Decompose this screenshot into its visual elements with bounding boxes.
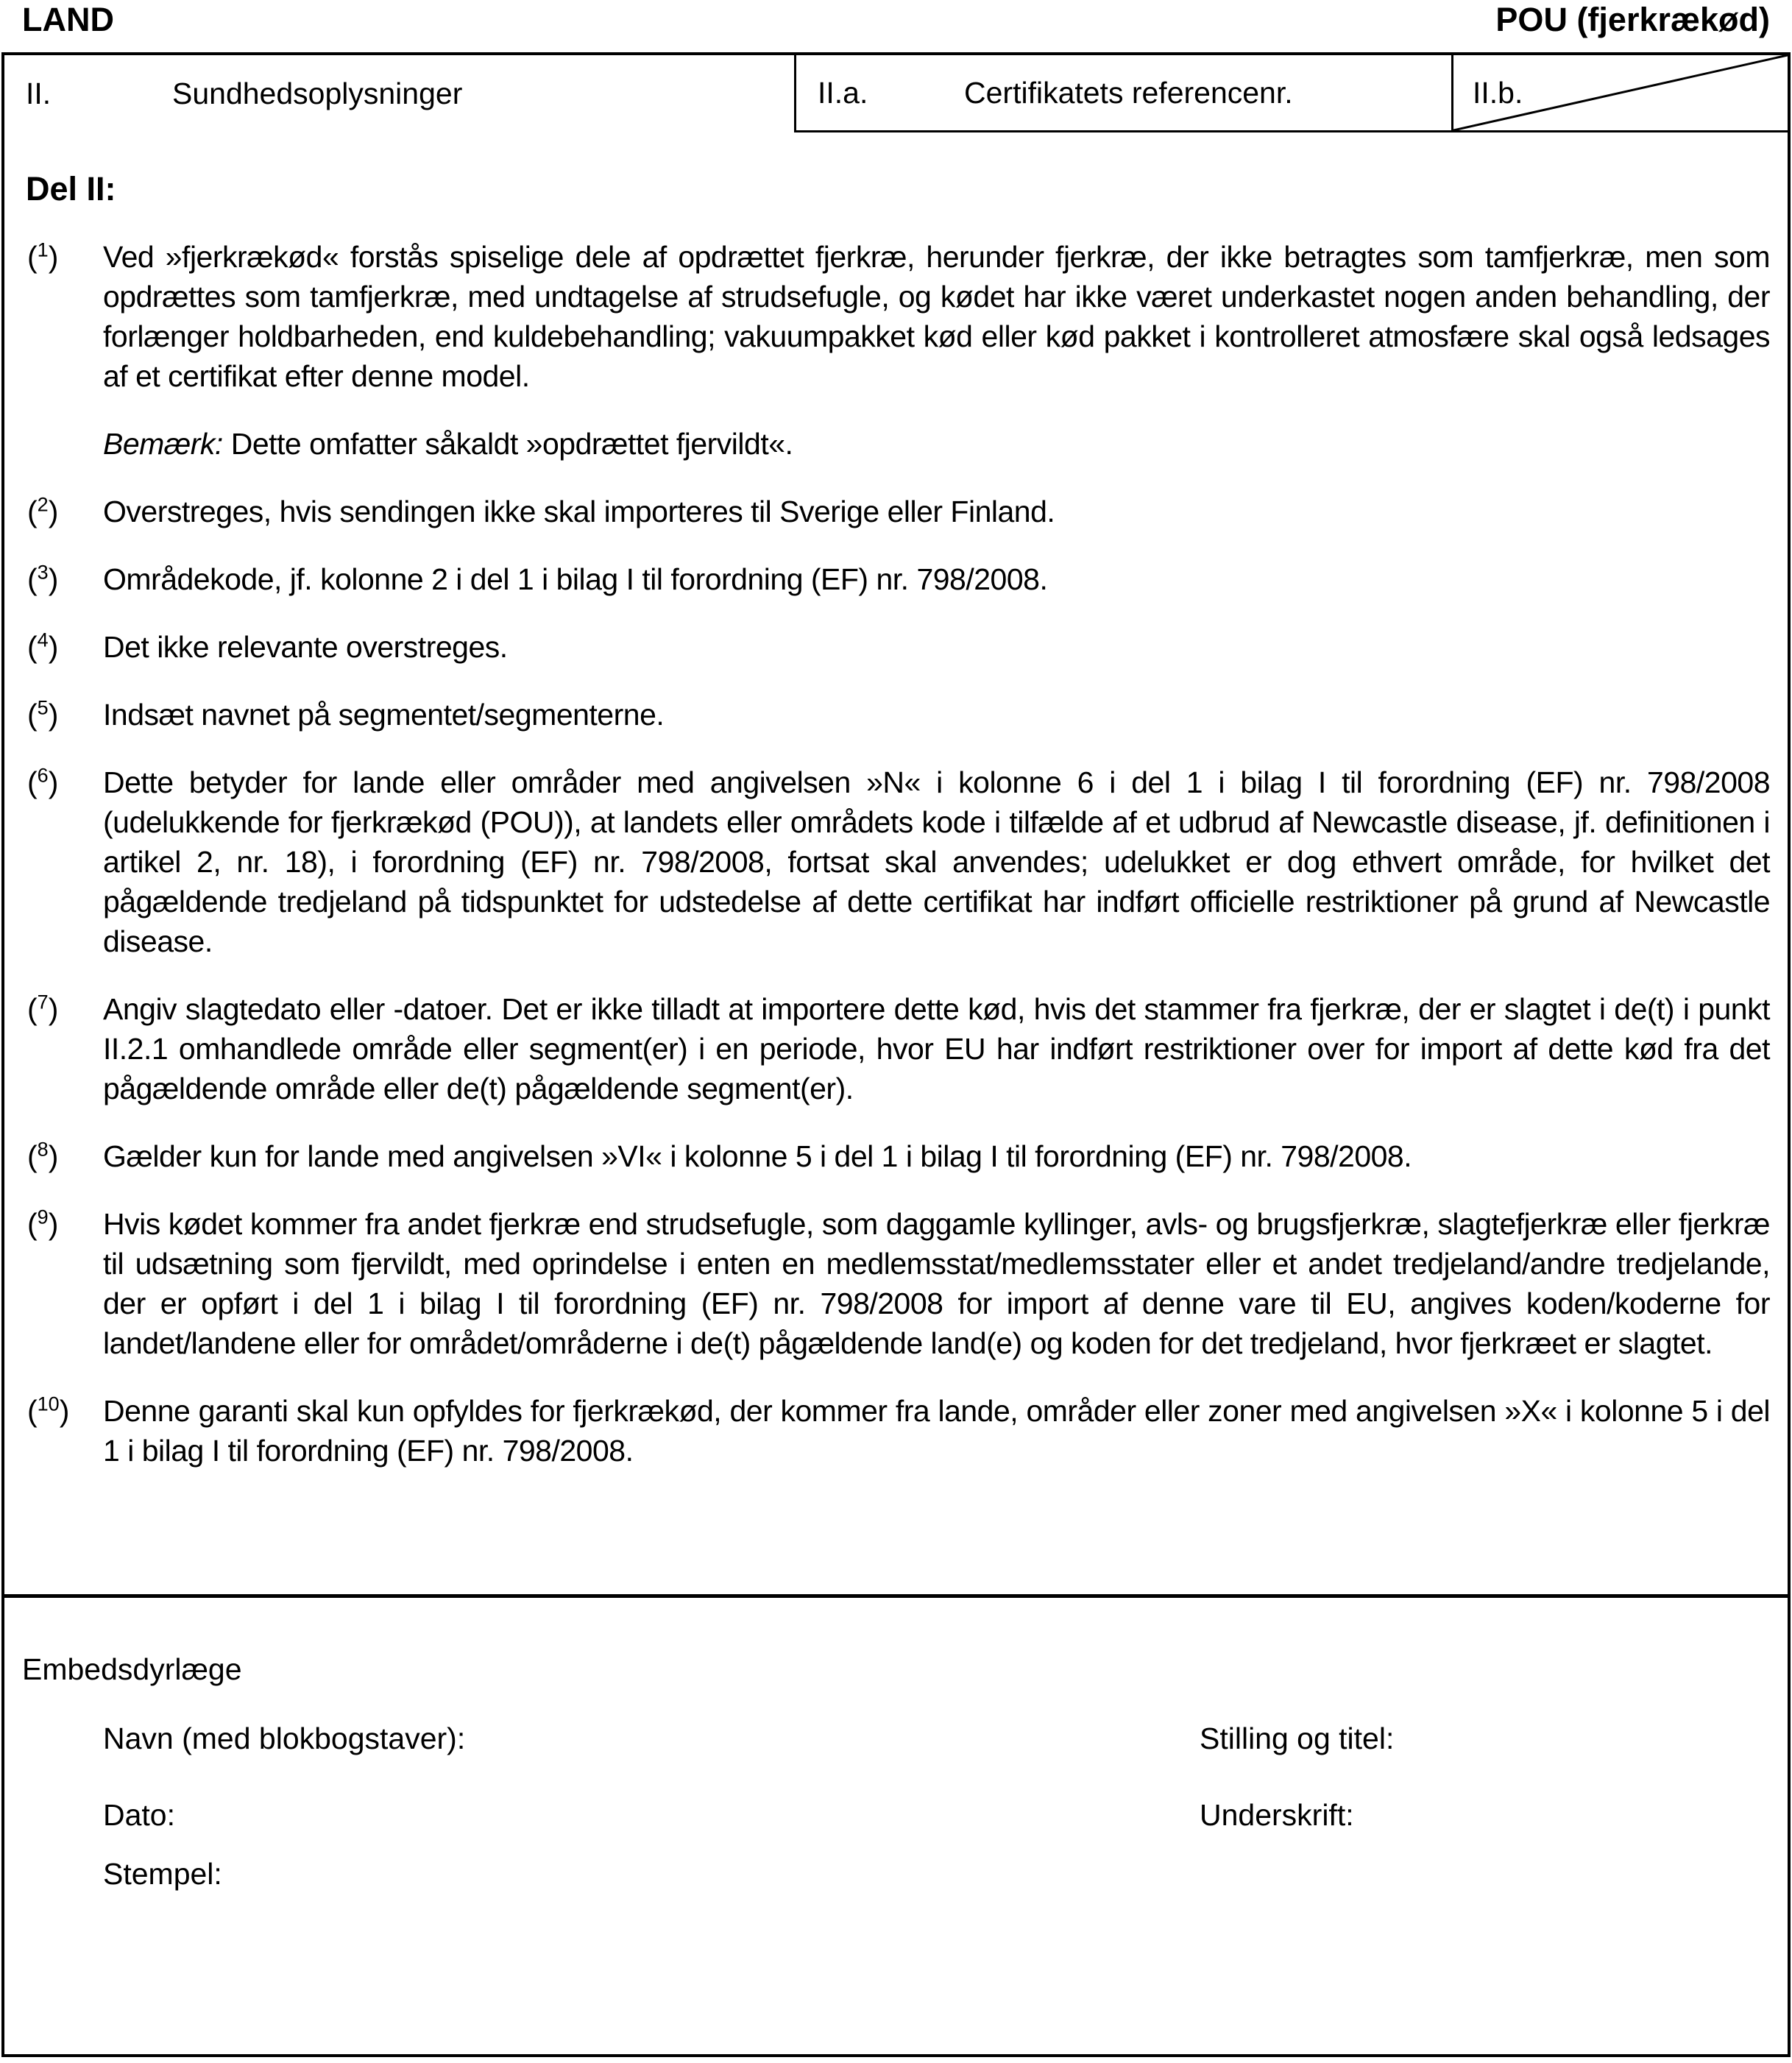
footnote-1 [26, 237, 1770, 396]
signature-section [4, 1594, 1788, 2054]
header-cell-certificate-reference [794, 55, 1451, 132]
section-number: II.b. [1473, 75, 1523, 110]
footnote-3-marker: ($^3$) [27, 561, 59, 596]
footnote-4 [26, 627, 1770, 667]
section-number: II.a. [818, 75, 868, 110]
footnote-2-text: Overstreges, hvis sendingen ikke skal importeres til Sverige eller Finland. [103, 495, 1055, 528]
footnote-1-text: Ved »fjerkrækød« forstås spiselige dele af opdrættet fjerkræ, herunder fjerkræ, der ikke betragtes som tamfjerkræ, men som opdrættes som tamfjerkræ, med undtagelse af strudsefugle, og kødet har ikke været underkastet nogen anden behandling, der forlænger holdbarheden, end kuldebehandling; vakuumpakket kød eller kød pakket i kontrolleret atmosfære skal også ledsages af et certifikat efter denne model. [103, 240, 1770, 393]
footnote-9-marker: ($^9$) [27, 1206, 59, 1241]
footnote-7 [26, 989, 1770, 1108]
footnote-5-marker: ($^5$) [27, 696, 59, 732]
footnote-10 [26, 1391, 1770, 1471]
footnote-7-marker: ($^7$) [27, 991, 59, 1026]
signature-label: Underskrift: [1200, 1798, 1354, 1832]
footnote-8-text: Gælder kun for lande med angivelsen »VI« i kolonne 5 i del 1 i bilag I til forordning (EF) nr. 798/2008. [103, 1139, 1412, 1173]
footnote-6-text: Dette betyder for lande eller områder med angivelsen »N« i kolonne 6 i del 1 i bilag I til forordning (EF) nr. 798/2008 (udelukkende for fjerkrækød (POU)), at landets eller områdets kode i tilfælde af et udbrud af Newcastle disease, jf. definitionen i artikel 2, nr. 18), i forordning (EF) nr. 798/2008, fortsat skal anvendes; udelukket er dog ethvert område, for hvilket det pågældende tredjeland på tidspunktet for udstedelse af dette certifikat har indført officielle restriktioner på grund af Newcastle disease. [103, 765, 1770, 958]
footnote-5-text: Indsæt navnet på segmentet/segmenterne. [103, 698, 665, 732]
official-veterinarian-label: Embedsdyrlæge [22, 1652, 242, 1686]
footnote-6-marker: ($^6$) [27, 764, 59, 799]
footnote-7-text: Angiv slagtedato eller -datoer. Det er ikke tilladt at importere dette kød, hvis det stammer fra fjerkræ, der er slagtet i de(t) i punkt II.2.1 omhandlede område eller segment(er) i en periode, hvor EU har indført restriktioner over for import af dette kød fra det pågældende område eller de(t) pågældende segment(er). [103, 992, 1770, 1105]
footnote-9-text: Hvis kødet kommer fra andet fjerkræ end strudsefugle, som daggamle kyllinger, avls- og brugsfjerkræ, slagtefjerkræ eller fjerkræ til udsætning som fjervildt, med oprindelse i enten en medlemsstat/medlemsstater eller et andet tredjeland/andre tredjelande, der er opført i del 1 i bilag I til forordning (EF) nr. 798/2008 for import af denne vare til EU, angives koden/koderne for landet/landene eller for området/områderne i de(t) pågældende land(e) og koden for det tredjeland, hvor fjerkræet er slagtet. [103, 1207, 1770, 1360]
footnote-5 [26, 695, 1770, 735]
health-information-label: Sundhedsoplysninger [172, 77, 463, 110]
footnote-2-marker: ($^2$) [27, 493, 59, 528]
header-cell-health-information [4, 55, 794, 132]
diagonal-strikethrough-line [1453, 55, 1788, 130]
certificate-reference-label: Certifikatets referencenr. [964, 75, 1293, 110]
footnote-3 [26, 559, 1770, 599]
name-label: Navn (med blokbogstaver): [103, 1721, 466, 1755]
remark-text: Dette omfatter såkaldt »opdrættet fjervildt«. [222, 427, 793, 461]
date-label: Dato: [103, 1798, 175, 1832]
certificate-table [1, 52, 1791, 2057]
footnote-2 [26, 492, 1770, 531]
footnote-8 [26, 1136, 1770, 1176]
footnote-1-marker: ($^1$) [27, 238, 59, 274]
footnote-10-text: Denne garanti skal kun opfyldes for fjerkrækød, der kommer fra lande, områder eller zoner med angivelsen »X« i kolonne 5 i del 1 i bilag I til forordning (EF) nr. 798/2008. [103, 1394, 1770, 1468]
table-header-row [4, 55, 1788, 132]
header-cell-iib [1451, 55, 1788, 132]
footnote-3-text: Områdekode, jf. kolonne 2 i del 1 i bilag I til forordning (EF) nr. 798/2008. [103, 562, 1048, 596]
footnote-8-marker: ($^8$) [27, 1138, 59, 1173]
footnote-10-marker: ($^{10}$) [27, 1393, 70, 1428]
footnote-9 [26, 1204, 1770, 1363]
empty-cell [1200, 1854, 1788, 1894]
stamp-label: Stempel: [103, 1857, 222, 1891]
part-ii-title: Del II: [26, 170, 116, 208]
remark-lead: Bemærk: [103, 427, 223, 461]
signature-row-stamp [22, 1854, 1788, 1894]
footnote-6 [26, 762, 1770, 961]
position-title-label: Stilling og titel: [1200, 1721, 1395, 1755]
footnote-4-marker: ($^4$) [27, 629, 59, 664]
footnote-4-text: Det ikke relevante overstreges. [103, 630, 508, 664]
country-label: LAND [22, 1, 114, 38]
signature-row-date [22, 1795, 1788, 1835]
signature-row-name [22, 1719, 1788, 1758]
page-header [22, 1, 1770, 38]
footnote-1-remark [26, 424, 1770, 464]
document-code-label: POU (fjerkrækød) [1495, 1, 1770, 38]
section-number: II. [26, 77, 52, 110]
part-ii-notes-section [4, 132, 1788, 1594]
